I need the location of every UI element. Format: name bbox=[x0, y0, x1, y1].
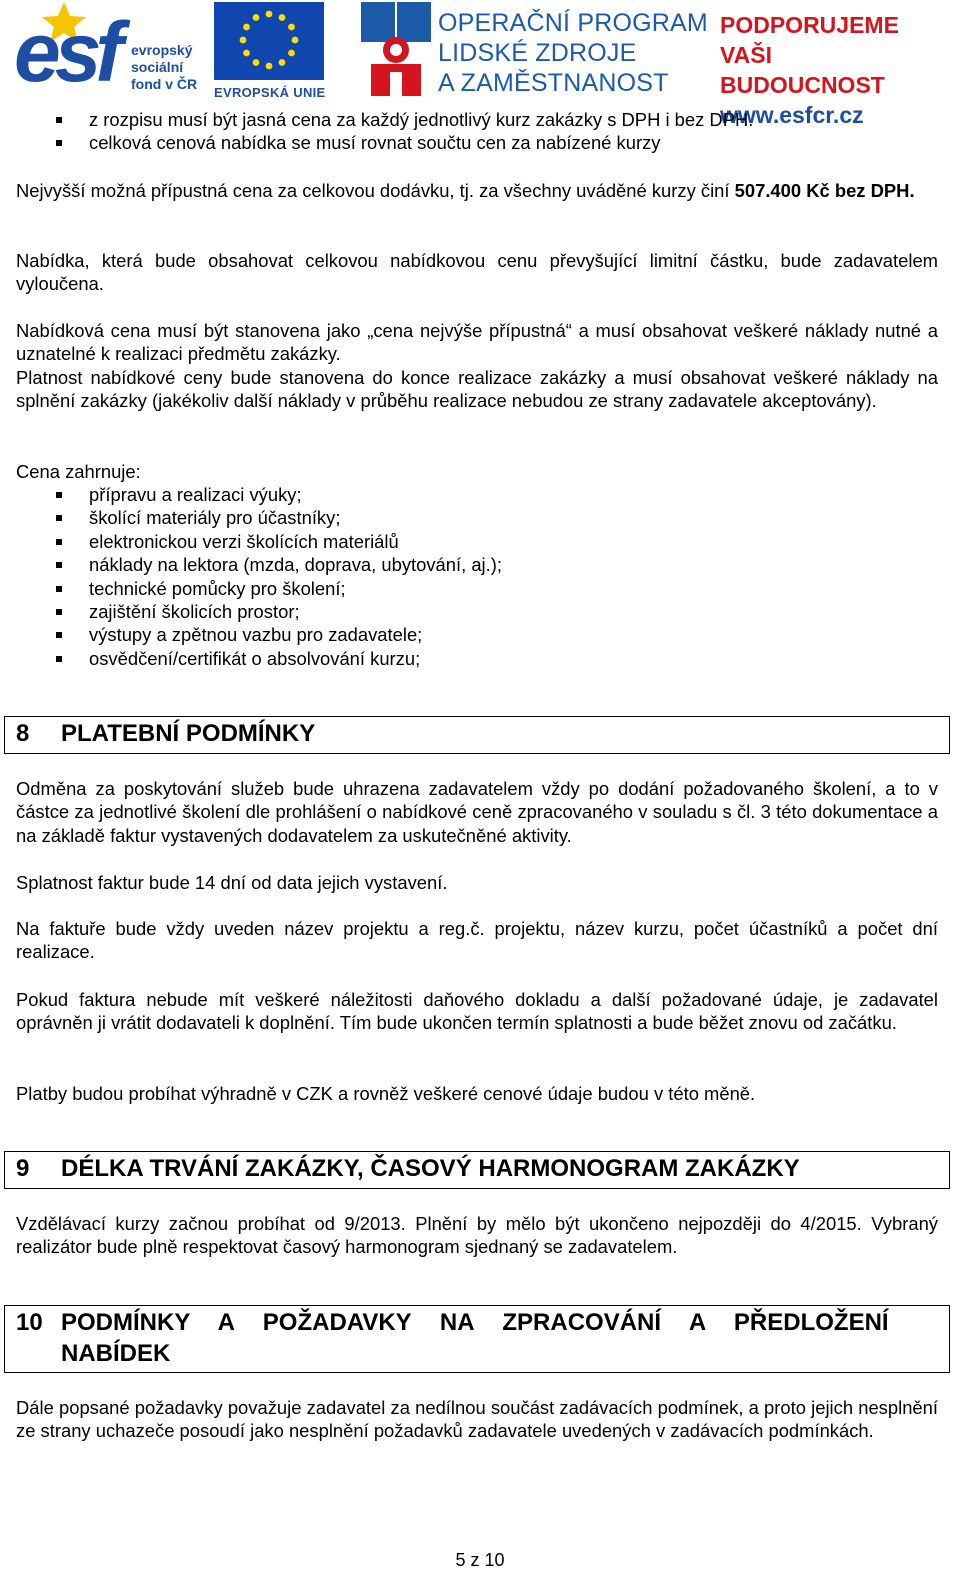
section-title: DÉLKA TRVÁNÍ ZAKÁZKY, ČASOVÝ HARMONOGRAM ZAKÁZKY bbox=[61, 1155, 800, 1182]
section-10-paragraph-1: Dále popsané požadavky považuje zadavatel za nedílnou součást zadávacích podmínek, a proto jejich nesplnění ze strany uchazeče posoudí jako nesplnění požadavků zadavatele uvedených v zadávacích podmínkách. bbox=[16, 1397, 938, 1442]
list-item: školící materiály pro účastníky; bbox=[16, 506, 938, 529]
max-price-amount: 507.400 Kč bez DPH. bbox=[734, 180, 915, 201]
op-line1: OPERAČNÍ PROGRAM bbox=[438, 9, 708, 37]
esf-line1: evropský bbox=[131, 42, 193, 58]
bullet-icon bbox=[56, 140, 62, 146]
section-8-paragraph-2: Splatnost faktur bude 14 dní od data jejich vystavení. bbox=[16, 872, 448, 893]
list-item: osvědčení/certifikát o absolvování kurzu; bbox=[16, 647, 938, 670]
section-number: 8 bbox=[16, 720, 30, 747]
bullet-icon bbox=[56, 492, 62, 498]
bullet-icon bbox=[56, 515, 62, 521]
bullet-icon bbox=[56, 117, 62, 123]
op-line3: A ZAMĚSTNANOST bbox=[438, 69, 669, 97]
bullet-icon bbox=[56, 562, 62, 568]
section-8-heading bbox=[4, 716, 950, 754]
section-title-line1: PODMÍNKY A POŽADAVKY NA ZPRACOVÁNÍ A PŘEDLOŽENÍ bbox=[61, 1309, 889, 1336]
max-price-paragraph: Nejvyšší možná přípustná cena za celkovou dodávku, tj. za všechny uváděné kurzy činí 507.400 Kč bez DPH. bbox=[16, 180, 915, 201]
esf-line2: sociální bbox=[131, 59, 184, 75]
price-requirements-list bbox=[16, 108, 938, 155]
eu-flag-icon bbox=[214, 2, 324, 80]
price-includes-list bbox=[16, 483, 938, 670]
list-item: přípravu a realizaci výuky; bbox=[16, 483, 938, 506]
oplz-figure-icon bbox=[361, 2, 431, 96]
list-item: náklady na lektora (mzda, doprava, ubytování, aj.); bbox=[16, 553, 938, 576]
section-9-paragraph-1: Vzdělávací kurzy začnou probíhat od 9/2013. Plnění by mělo být ukončeno nejpozději do 4/2015. Vybraný realizátor bude plně respektovat časový harmonogram sjednaný se zadavatelem. bbox=[16, 1213, 938, 1258]
op-line2: LIDSKÉ ZDROJE bbox=[438, 39, 637, 67]
section-8-paragraph-5: Platby budou probíhat výhradně v CZK a rovněž veškeré cenové údaje budou v této měně. bbox=[16, 1083, 756, 1104]
esf-line3: fond v ČR bbox=[131, 76, 198, 92]
price-definition-paragraph: Nabídková cena musí být stanovena jako „cena nejvýše přípustná“ a musí obsahovat veškeré náklady nutné a uznatelné k realizaci předmětu zakázky. bbox=[16, 320, 938, 365]
section-number: 10 bbox=[16, 1309, 43, 1336]
section-8-paragraph-4: Pokud faktura nebude mít veškeré náležitosti daňového dokladu a další požadované údaje, je zadavatel oprávněn ji vrátit dodavateli k doplnění. Tím bude ukončen termín splatnosti a bude běžet znovu od začátku. bbox=[16, 989, 938, 1034]
section-number: 9 bbox=[16, 1155, 30, 1182]
eu-label: EVROPSKÁ UNIE bbox=[214, 85, 326, 100]
list-item: elektronickou verzi školících materiálů bbox=[16, 530, 938, 553]
section-10-heading bbox=[4, 1305, 950, 1373]
slogan-line1: PODPORUJEME bbox=[720, 12, 899, 38]
section-8-paragraph-3: Na faktuře bude vždy uveden název projektu a reg.č. projektu, název kurzu, počet účastníků a počet dní realizace. bbox=[16, 918, 938, 963]
section-title-line2: NABÍDEK bbox=[61, 1340, 171, 1367]
list-item: zajištění školicích prostor; bbox=[16, 600, 938, 623]
op-program-title bbox=[438, 8, 708, 98]
esf-subtitle bbox=[131, 42, 197, 93]
bullet-icon bbox=[56, 586, 62, 592]
esf-logo bbox=[14, 2, 209, 99]
bullet-icon bbox=[56, 609, 62, 615]
section-9-heading bbox=[4, 1151, 950, 1189]
exclusion-paragraph: Nabídka, která bude obsahovat celkovou nabídkovou cenu převyšující limitní částku, bude zadavatelem vyloučena. bbox=[16, 250, 938, 295]
list-item: výstupy a zpětnou vazbu pro zadavatele; bbox=[16, 623, 938, 646]
price-includes-label: Cena zahrnuje: bbox=[16, 461, 141, 482]
bullet-icon bbox=[56, 539, 62, 545]
slogan-url[interactable]: www.esfcr.cz bbox=[720, 102, 864, 128]
list-item: celková cenová nabídka se musí rovnat součtu cen za nabízené kurzy bbox=[16, 131, 938, 154]
price-validity-paragraph: Platnost nabídkové ceny bude stanovena do konce realizace zakázky a musí obsahovat veškeré náklady na splnění zakázky (jakékoliv další náklady v průběhu realizace nebudou ze strany zadavatele akceptovány). bbox=[16, 367, 938, 412]
list-item: technické pomůcky pro školení; bbox=[16, 577, 938, 600]
esf-letters: esf bbox=[14, 5, 118, 99]
bullet-icon bbox=[56, 632, 62, 638]
bullet-icon bbox=[56, 656, 62, 662]
section-8-paragraph-1: Odměna za poskytování služeb bude uhrazena zadavatelem vždy po dodání požadovaného školení, a to v částce za jednotlivé školení dle prohlášení o nabídkové ceně zpracovaného v souladu s čl. 3 této dokumentace a na základě faktur vystavených dodavatelem za uskutečněné aktivity. bbox=[16, 778, 938, 846]
slogan-line2: VAŠI BUDOUCNOST bbox=[720, 42, 885, 98]
list-item: z rozpisu musí být jasná cena za každý jednotlivý kurz zakázky s DPH i bez DPH. bbox=[16, 108, 938, 131]
section-title: PLATEBNÍ PODMÍNKY bbox=[61, 720, 316, 747]
page-number: 5 z 10 bbox=[455, 1550, 505, 1570]
